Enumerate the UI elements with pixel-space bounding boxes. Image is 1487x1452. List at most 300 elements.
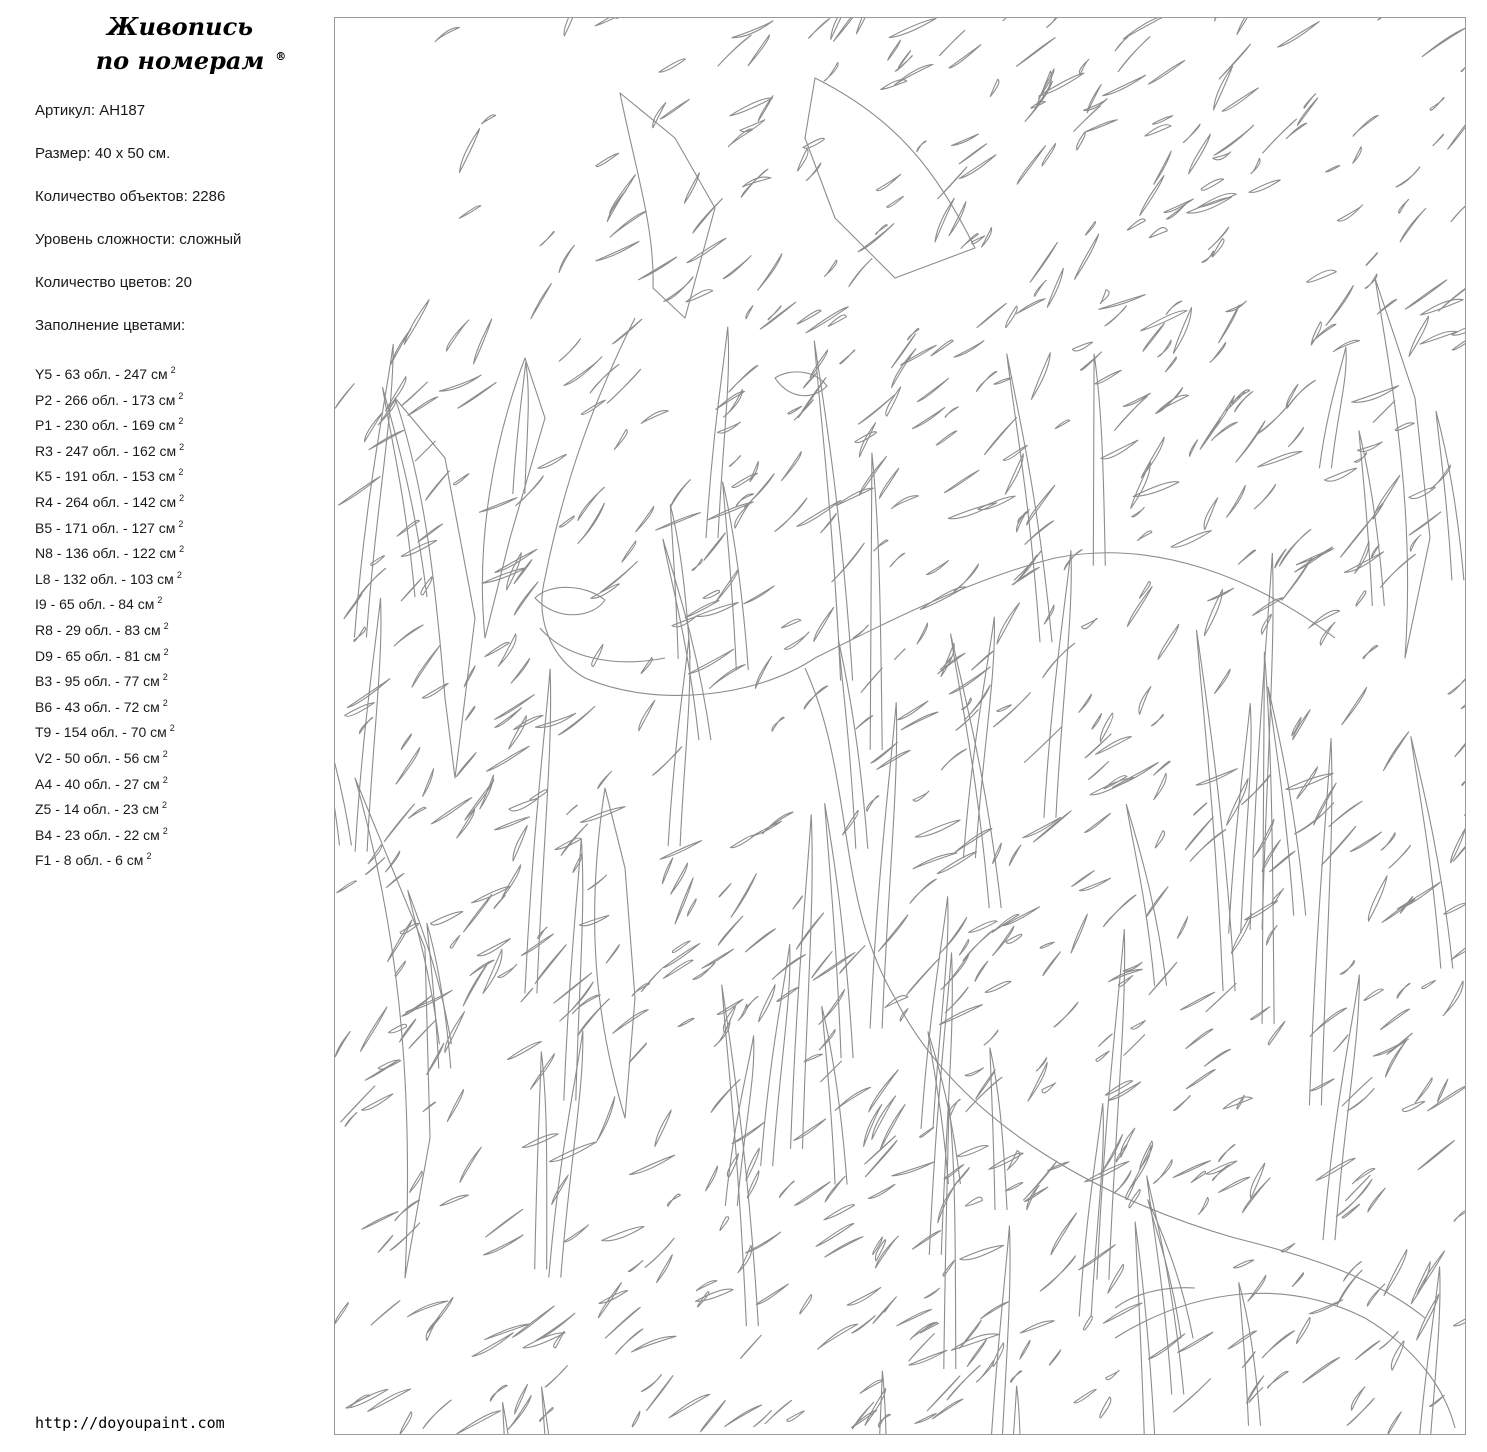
fur-stroke: [394, 625, 423, 646]
fur-stroke: [977, 304, 1006, 328]
fur-stroke: [701, 1400, 726, 1431]
fur-stroke: [927, 561, 949, 575]
fur-stroke: [1251, 158, 1260, 173]
fur-stroke: [1342, 1077, 1372, 1106]
fur-stroke: [1040, 1256, 1075, 1291]
fur-stroke: [1420, 331, 1457, 344]
fur-stroke: [975, 961, 988, 981]
fur-stroke: [966, 1197, 983, 1206]
fur-stroke: [1204, 498, 1218, 530]
fur-stroke: [596, 153, 619, 166]
fur-stroke: [428, 1297, 453, 1332]
fur-stroke: [887, 196, 904, 207]
fur-stroke: [1418, 1141, 1454, 1170]
fur-stroke: [605, 1307, 640, 1338]
fur-stroke: [981, 1302, 1009, 1319]
fur-stroke: [400, 1412, 412, 1435]
fur-stroke: [1373, 401, 1395, 423]
fur-stroke: [821, 1061, 842, 1082]
fur-stroke: [1075, 234, 1099, 279]
fur-stroke: [498, 965, 517, 978]
fur-stroke: [840, 350, 855, 364]
fur-stroke: [918, 378, 949, 401]
fur-stroke: [1396, 167, 1420, 187]
fur-stroke: [788, 406, 802, 414]
fur-stroke: [716, 391, 745, 409]
fur-stroke: [723, 256, 751, 279]
fur-stroke: [515, 1385, 528, 1414]
fur-stroke: [590, 364, 619, 393]
wolf-ear-right: [805, 78, 975, 278]
color-palette-list: [35, 360, 184, 872]
brand-title-line2: по номерам: [95, 46, 265, 75]
fur-stroke: [1158, 340, 1171, 357]
fur-stroke: [1325, 468, 1357, 481]
palette-item-label: L8 - 132 обл. - 103 см: [35, 570, 174, 587]
fur-stroke: [745, 929, 775, 952]
fur-stroke: [1165, 357, 1176, 372]
fur-stroke: [1215, 669, 1231, 693]
fur-stroke: [1439, 282, 1467, 311]
palette-item-label: D9 - 65 обл. - 81 см: [35, 647, 161, 664]
fur-stroke: [1158, 624, 1179, 659]
palette-item-label: I9 - 65 обл. - 84 см: [35, 596, 155, 613]
fur-stroke: [860, 1380, 883, 1394]
fur-stroke: [1438, 1079, 1448, 1102]
fur-stroke: [561, 824, 587, 855]
fur-stroke: [595, 18, 640, 26]
fur-stroke: [693, 199, 722, 233]
fur-stroke: [1381, 1009, 1410, 1030]
fur-stroke: [660, 100, 689, 119]
fur-stroke: [1410, 535, 1421, 551]
fur-stroke: [439, 375, 481, 391]
fur-stroke: [913, 853, 957, 869]
fur-stroke: [787, 1411, 805, 1422]
fur-stroke: [1270, 851, 1295, 872]
fur-stroke: [990, 79, 999, 96]
fur-stroke: [450, 935, 460, 948]
fur-stroke: [446, 320, 468, 351]
fur-stroke: [977, 1361, 994, 1382]
fur-stroke: [458, 382, 496, 408]
fur-stroke: [913, 1231, 941, 1249]
fur-stroke: [1428, 1084, 1466, 1111]
fur-stroke: [731, 835, 755, 848]
fur-stroke: [1352, 386, 1399, 403]
fur-stroke: [876, 1236, 899, 1268]
fur-stroke: [335, 384, 354, 408]
fur-stroke: [1320, 622, 1335, 645]
fur-stroke: [502, 865, 521, 898]
palette-item: [35, 616, 184, 642]
grass-stroke: [725, 1036, 754, 1206]
fur-stroke: [957, 1146, 988, 1157]
fur-stroke: [868, 1184, 895, 1198]
fur-stroke: [897, 1310, 932, 1326]
fur-stroke: [696, 1281, 717, 1291]
fur-stroke: [993, 914, 1020, 932]
grass-stroke: [944, 1104, 956, 1369]
fur-stroke: [454, 474, 469, 485]
fur-stroke: [825, 260, 837, 276]
fur-stroke: [1024, 1161, 1057, 1200]
fur-stroke: [756, 1284, 788, 1304]
fur-stroke: [1115, 396, 1148, 430]
colors-count-text: Количество цветов: 20: [35, 274, 192, 291]
fur-stroke: [581, 807, 626, 823]
fur-stroke: [395, 961, 405, 976]
fur-stroke: [945, 407, 958, 418]
grass-stroke: [1309, 739, 1331, 1106]
fur-stroke: [687, 238, 726, 263]
article-text: Артикул: АН187: [35, 102, 146, 119]
fur-stroke: [578, 487, 605, 520]
palette-item: [35, 437, 184, 463]
grass-stroke: [1229, 704, 1251, 934]
fur-stroke: [641, 1374, 661, 1391]
fur-stroke: [835, 1087, 871, 1110]
fur-stroke: [1123, 393, 1150, 406]
fur-stroke: [909, 1350, 947, 1365]
palette-item-exponent: 2: [170, 365, 176, 375]
fur-stroke: [949, 45, 981, 68]
fur-stroke: [1118, 976, 1132, 987]
fur-stroke: [1084, 120, 1117, 133]
fur-stroke: [1043, 952, 1061, 976]
fur-stroke: [460, 1147, 482, 1182]
fur-stroke: [1092, 714, 1102, 729]
fur-stroke: [1100, 1397, 1111, 1418]
fur-stroke: [1210, 342, 1226, 362]
fur-stroke: [597, 1097, 615, 1141]
fur-stroke: [1350, 832, 1381, 851]
fur-stroke: [1189, 134, 1211, 174]
fur-stroke: [744, 586, 774, 604]
fur-stroke: [746, 1232, 781, 1253]
palette-item-label: V2 - 50 обл. - 56 см: [35, 749, 160, 766]
fur-stroke: [755, 656, 771, 688]
grass-stroke: [791, 815, 813, 1149]
fur-stroke: [460, 129, 480, 173]
grass-stroke: [503, 1402, 523, 1435]
fur-stroke: [985, 418, 1017, 455]
fur-stroke: [435, 27, 459, 41]
fur-stroke: [1451, 828, 1466, 863]
fur-stroke: [1185, 817, 1213, 850]
fur-stroke: [1200, 417, 1221, 450]
fur-stroke: [655, 1110, 671, 1146]
palette-item-label: Y5 - 63 обл. - 247 см: [35, 366, 168, 382]
fur-stroke: [859, 423, 875, 457]
fur-stroke: [396, 748, 420, 785]
fur-stroke: [1011, 1371, 1022, 1382]
fur-stroke: [901, 712, 938, 730]
fur-stroke: [1337, 1270, 1362, 1305]
fur-stroke: [426, 471, 450, 500]
fur-stroke: [693, 962, 715, 979]
fur-stroke: [477, 939, 510, 956]
palette-item-label: T9 - 154 обл. - 70 см: [35, 724, 167, 741]
palette-item-exponent: 2: [162, 800, 168, 811]
fur-stroke: [664, 277, 693, 302]
fur-stroke: [954, 341, 984, 358]
fur-stroke: [1254, 484, 1275, 508]
fur-stroke: [487, 746, 530, 771]
fur-stroke: [591, 584, 620, 598]
palette-item-exponent: 2: [178, 518, 184, 529]
fur-stroke: [1201, 179, 1223, 190]
fur-stroke: [1189, 440, 1197, 456]
fur-stroke: [1411, 1262, 1430, 1304]
wolf-nose: [535, 587, 605, 614]
palette-item: [35, 718, 184, 744]
fur-stroke: [1215, 18, 1235, 21]
fur-stroke: [950, 1099, 960, 1115]
fur-stroke: [484, 1235, 523, 1255]
fur-stroke: [384, 804, 414, 842]
fur-stroke: [1307, 270, 1337, 282]
fill-heading: Заполнение цветами:: [35, 317, 186, 334]
fur-stroke: [794, 1119, 826, 1140]
fur-stroke: [804, 373, 818, 388]
fur-stroke: [536, 1313, 575, 1341]
fur-stroke: [959, 144, 986, 164]
fur-stroke: [1124, 1035, 1145, 1056]
fur-stroke: [447, 1090, 463, 1122]
website-link[interactable]: http://doyoupaint.com: [35, 1414, 225, 1432]
fur-stroke: [1064, 550, 1082, 570]
fur-stroke: [1366, 253, 1378, 266]
fur-stroke: [1173, 308, 1191, 354]
fur-stroke: [772, 717, 784, 731]
fur-stroke: [849, 259, 872, 287]
fur-stroke: [641, 969, 661, 992]
fur-stroke: [779, 1181, 794, 1197]
fur-stroke: [1009, 845, 1021, 865]
fur-stroke: [869, 1070, 899, 1112]
fur-stroke: [1081, 352, 1102, 370]
fur-stroke: [378, 1060, 400, 1069]
fur-stroke: [1249, 180, 1280, 192]
fur-stroke: [984, 1030, 998, 1045]
fur-stroke: [1304, 94, 1316, 108]
fur-stroke: [920, 1127, 934, 1137]
fur-stroke: [653, 103, 666, 128]
fur-stroke: [535, 945, 566, 984]
fur-stroke: [861, 668, 882, 692]
fur-stroke: [1096, 737, 1132, 755]
palette-item: [35, 590, 184, 616]
fur-stroke: [368, 1389, 411, 1411]
fur-stroke: [490, 1385, 507, 1401]
fur-stroke: [614, 430, 627, 450]
fur-stroke: [873, 1299, 894, 1323]
fur-stroke: [828, 315, 846, 326]
fur-stroke: [516, 476, 544, 506]
fur-stroke: [879, 468, 898, 498]
fur-stroke: [1127, 587, 1152, 627]
fur-stroke: [963, 930, 994, 961]
fur-stroke: [538, 454, 567, 468]
grass-stroke: [1411, 737, 1453, 969]
fur-stroke: [1262, 1331, 1294, 1358]
fur-stroke: [1415, 1078, 1432, 1103]
fur-stroke: [945, 470, 979, 492]
palette-item: [35, 744, 184, 770]
fur-stroke: [804, 686, 828, 709]
fur-stroke: [1099, 295, 1145, 310]
fur-stroke: [1212, 239, 1224, 257]
fur-stroke: [856, 18, 871, 34]
fur-stroke: [1236, 421, 1265, 462]
fur-stroke: [1286, 773, 1333, 789]
fur-stroke: [1214, 66, 1233, 110]
fur-stroke: [1342, 1204, 1359, 1218]
fur-stroke: [1455, 733, 1466, 757]
fur-stroke: [1430, 97, 1444, 110]
fur-stroke: [1084, 99, 1108, 111]
fur-stroke: [748, 35, 769, 66]
fur-stroke: [1174, 1379, 1211, 1412]
grass-blade-3: [355, 778, 430, 1278]
palette-item-exponent: 2: [178, 390, 184, 401]
fur-stroke: [1409, 512, 1441, 535]
fur-stroke: [522, 1134, 558, 1148]
fur-stroke: [1448, 120, 1466, 149]
fur-stroke: [1443, 981, 1463, 1016]
fur-stroke: [1208, 227, 1228, 250]
fur-stroke: [1248, 1275, 1266, 1301]
fur-stroke: [509, 716, 527, 750]
fur-stroke: [1347, 1398, 1374, 1425]
fur-stroke: [912, 408, 945, 429]
grass-stroke: [670, 505, 690, 659]
fur-stroke: [732, 21, 773, 38]
fur-stroke: [1079, 59, 1089, 74]
fur-stroke: [843, 810, 858, 835]
grass-stroke: [1097, 930, 1125, 1280]
fur-stroke: [716, 569, 739, 602]
fur-stroke: [567, 805, 578, 814]
fur-stroke: [935, 198, 954, 242]
palette-item-exponent: 2: [163, 646, 169, 657]
grass-stroke: [1148, 1200, 1193, 1339]
fur-stroke: [1079, 878, 1110, 890]
fur-stroke: [877, 750, 910, 769]
fur-stroke: [632, 1411, 640, 1426]
fur-stroke: [718, 35, 751, 66]
fur-stroke: [879, 915, 908, 951]
fur-stroke: [892, 1162, 934, 1176]
brand-logo: [60, 10, 300, 78]
fur-stroke: [1181, 992, 1215, 1010]
difficulty-text: Уровень сложности: сложный: [35, 231, 242, 248]
fur-stroke: [366, 858, 385, 875]
fur-stroke: [913, 791, 929, 801]
palette-item-exponent: 2: [179, 492, 185, 503]
fur-stroke: [653, 747, 682, 775]
fur-stroke: [1378, 18, 1391, 20]
info-sidebar: [0, 0, 320, 1452]
fur-stroke: [951, 134, 978, 146]
fur-stroke: [669, 1394, 710, 1418]
fur-stroke: [1397, 983, 1410, 998]
fur-stroke: [671, 863, 688, 894]
fur-stroke: [1389, 845, 1411, 868]
fur-stroke: [1113, 763, 1159, 788]
fur-stroke: [927, 1376, 960, 1411]
fur-stroke: [1400, 896, 1412, 913]
fur-stroke: [1340, 960, 1354, 974]
brand-title-line2-wrap: [95, 44, 287, 78]
fur-stroke: [474, 319, 492, 364]
palette-item-label: B4 - 23 обл. - 22 см: [35, 826, 160, 843]
fur-stroke: [1141, 437, 1164, 478]
fur-stroke: [876, 225, 888, 235]
fur-stroke: [1105, 306, 1126, 326]
fur-stroke: [997, 603, 1020, 644]
fur-stroke: [746, 306, 753, 319]
fur-stroke: [596, 241, 639, 261]
fur-stroke: [559, 516, 574, 527]
fur-stroke: [867, 796, 879, 811]
fur-stroke: [894, 649, 905, 660]
fur-stroke: [578, 503, 604, 543]
fur-stroke: [1409, 316, 1429, 356]
fur-stroke: [941, 644, 954, 677]
palette-item: [35, 411, 184, 437]
fur-stroke: [1020, 1340, 1030, 1359]
brand-title-line1: Живопись: [106, 12, 254, 41]
fur-stroke: [728, 129, 752, 147]
fur-stroke: [1194, 803, 1207, 815]
fur-stroke: [1071, 914, 1087, 953]
grass-stroke: [1135, 1222, 1159, 1435]
palette-item-exponent: 2: [178, 416, 184, 427]
fur-stroke: [362, 1094, 393, 1110]
fur-stroke: [1072, 342, 1092, 351]
fur-stroke: [741, 1335, 762, 1358]
fur-stroke: [1132, 507, 1145, 517]
fur-stroke: [1351, 1387, 1364, 1410]
fur-stroke: [1433, 134, 1444, 145]
fur-stroke: [960, 1245, 1004, 1259]
fur-stroke: [368, 845, 382, 864]
fur-stroke: [1072, 871, 1094, 887]
fur-stroke: [482, 115, 496, 124]
fur-stroke: [457, 1411, 501, 1434]
fur-stroke: [1020, 1321, 1054, 1333]
fur-stroke: [1267, 926, 1278, 945]
fur-stroke: [1049, 1350, 1060, 1365]
fur-stroke: [1166, 301, 1181, 314]
fur-stroke: [746, 997, 758, 1010]
fur-stroke: [1422, 981, 1436, 989]
grass-stroke: [986, 1226, 1010, 1435]
fur-stroke: [1213, 152, 1231, 160]
fur-stroke: [610, 211, 646, 237]
fur-stroke: [821, 513, 836, 532]
fur-stroke: [1127, 219, 1145, 230]
fur-stroke: [1466, 878, 1467, 905]
fur-stroke: [1348, 1089, 1375, 1111]
fur-stroke: [457, 809, 475, 838]
palette-item: [35, 795, 184, 821]
fur-stroke: [940, 30, 965, 55]
fur-stroke: [798, 378, 826, 418]
fur-stroke: [672, 617, 696, 627]
